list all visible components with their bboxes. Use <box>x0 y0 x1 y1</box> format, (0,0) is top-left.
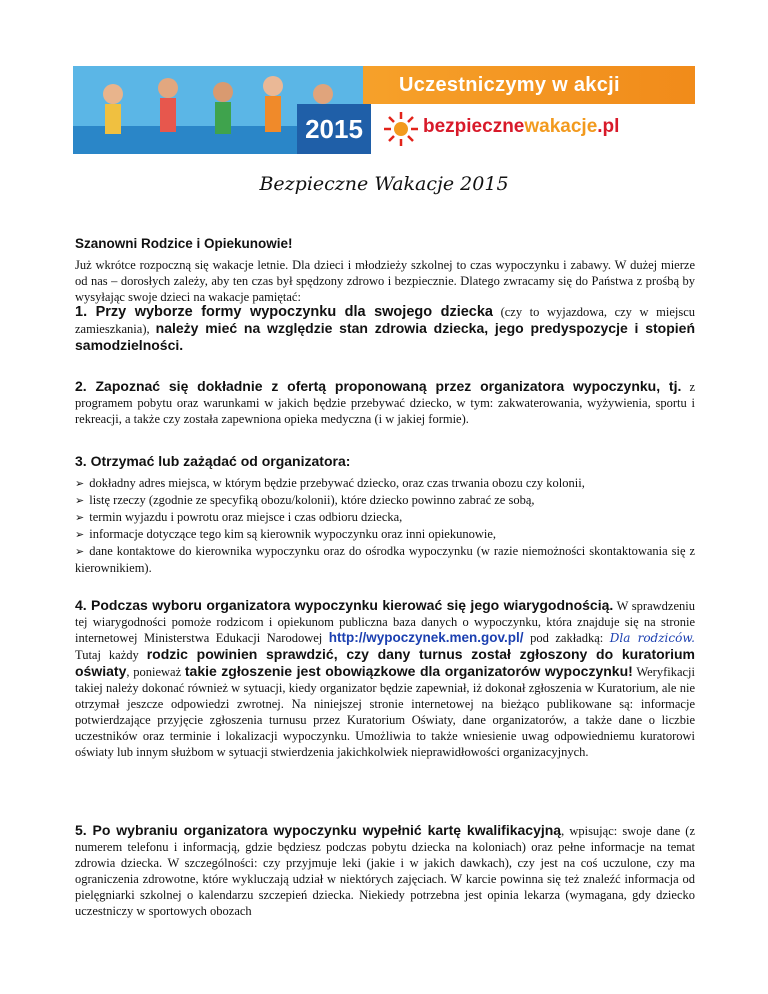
section-4-emphasis-2: takie zgłoszenie jest obowiązkowe dla organizatorów wypoczynku! <box>184 663 633 679</box>
logo-part2: wakacje <box>524 116 598 137</box>
list-item <box>75 543 695 576</box>
section-4-heading: 4. Podczas wyboru organizatora wypoczynku kierować się jego wiarygodnością. <box>75 597 614 613</box>
list-item <box>75 526 695 543</box>
section-2 <box>75 378 695 427</box>
section-4-text: W sprawdzeniu tej wiarygodności pomoże rodzicom i opiekunom publiczna baza danych o wypoczynku, która znajduje się na stronie internetowej Ministerstwa Edukacji Narodowej <box>75 599 695 645</box>
arrow-bullet-icon: ➢ <box>75 545 85 558</box>
banner-headline: Uczestniczymy w akcji <box>363 66 695 104</box>
logo-part3: .pl <box>597 116 620 137</box>
logo-part1: bezpieczne <box>423 116 525 137</box>
section-4 <box>75 597 695 760</box>
list-item-text: dokładny adres miejsca, w którym będzie przebywać dziecko, oraz czas trwania obozu czy kolonii, <box>89 476 585 490</box>
section-4-text: Tutaj każdy <box>75 648 147 662</box>
section-5-text: , wpisując: swoje dane (z numerem telefonu i informacją, gdzie będziesz podczas pobytu dziecka na koloniach) oraz pełne informacje na temat zdrowia dziecka. W szczególności: czy przyjmuje leki (jakie i w jakich dawkach), czy jest na coś uczulone, czy ma ograniczenia zdrowotne, które wykluczają udział w niektórych zajęciach. W karcie powinna się też znaleźć informacja od pielęgniarki szkolnej o kalendarzu szczepień dziecka. Niekiedy potrzebna jest opinia lekarza (wymagana, gdy dziecko uczestniczy w sportowych obozach <box>75 824 695 918</box>
greeting: Szanowni Rodzice i Opiekunowie! <box>75 236 293 251</box>
section-1 <box>75 304 695 354</box>
section-1-note: (czy to wyjazdowa, czy w miejscu zamieszkania), <box>75 305 695 336</box>
men-link[interactable]: http://wypoczynek.men.gov.pl/ <box>328 630 524 645</box>
list-item-text: listę rzeczy (zgodnie ze specyfiką obozu/kolonii), które dziecko powinno zabrać ze sobą, <box>89 493 535 507</box>
list-item-text: termin wyjazdu i powrotu oraz miejsce i czas odbioru dziecka, <box>89 510 403 524</box>
list-item-text: dane kontaktowe do kierownika wypoczynku oraz do ośrodka wypoczynku (w razie niemożności skontaktowania się z kierownikiem). <box>75 544 695 575</box>
logo-text <box>423 116 619 138</box>
arrow-bullet-icon: ➢ <box>75 494 85 507</box>
intro-paragraph: Już wkrótce rozpoczną się wakacje letnie. Dla dzieci i młodzieży szkolnej to czas wypoczynku i zabawy. W dużej mierze od nas – dorosłych zależy, aby ten czas był spędzony zdrowo i bezpiecznie. Dlatego zwracamy się do Państwa z prośbą by wysyłając swoje dzieci na wakacje pamiętać: <box>75 258 695 304</box>
section-5-heading: 5. Po wybraniu organizatora wypoczynku wypełnić kartę kwalifikacyjną <box>75 822 562 838</box>
arrow-bullet-icon: ➢ <box>75 511 85 524</box>
sun-icon <box>383 111 419 147</box>
section-4-emphasis: rodzic powinien sprawdzić, czy dany turnus został zgłoszony do kuratorium oświaty <box>75 646 695 679</box>
section-3-heading: 3. Otrzymać lub zażądać od organizatora: <box>75 453 351 469</box>
section-1-emphasis: należy mieć na względzie stan zdrowia dziecka, jego predyspozycje i stopień samodzielności. <box>75 320 695 353</box>
arrow-bullet-icon: ➢ <box>75 528 85 541</box>
list-item <box>75 475 695 492</box>
arrow-bullet-icon: ➢ <box>75 477 85 490</box>
list-item-text: informacje dotyczące tego kim są kierownik wypoczynku oraz inni opiekunowie, <box>89 527 497 541</box>
section-4-text: , ponieważ <box>126 665 185 679</box>
section-1-heading: 1. Przy wyborze formy wypoczynku dla swojego dziecka <box>75 304 493 320</box>
section-4-text: Weryfikacji takiej należy dokonać również w sytuacji, kiedy organizator będzie zapewniał, iż dokonał zgłoszenia w Kuratorium, ale nie otrzymał jeszcze odpowiedzi zwrotnej. Na niniejszej stronie internetowej na bieżąco publikowane są: informacje potwierdzające przyjęcie zgłoszenia turnusu przez Kuratorium Oświaty, dane organizatorów, a także dane o liczbie uczestników oraz terminie i lokalizacji wypoczynku. Umożliwia to także wniesienie uwag odpowiedniemu kuratorowi oświaty lub innym służbom w sytuacji stwierdzenia jakichkolwiek nieprawidłowości organizacyjnych. <box>75 665 695 759</box>
banner-year: 2015 <box>297 104 371 154</box>
section-2-heading: 2. Zapoznać się dokładnie z ofertą proponowaną przez organizatora wypoczynku, tj. <box>75 378 682 394</box>
document-title: Bezpieczne Wakacje 2015 <box>259 173 509 195</box>
section-4-text: pod zakładką: <box>523 631 610 645</box>
section-3-list <box>75 475 695 576</box>
section-2-text: z programem pobytu oraz warunkami w jakich będzie przebywać dziecko, w tym: zakwaterowania, wyżywienia, sportu i rekreacji, a także czy została zapewniona opieka medyczna (i w jakiej formie). <box>75 380 695 426</box>
logo <box>383 108 693 150</box>
section-5 <box>75 822 695 919</box>
list-item <box>75 492 695 509</box>
parents-tab-name: Dla rodziców. <box>609 631 695 645</box>
campaign-banner <box>73 66 695 154</box>
list-item <box>75 509 695 526</box>
